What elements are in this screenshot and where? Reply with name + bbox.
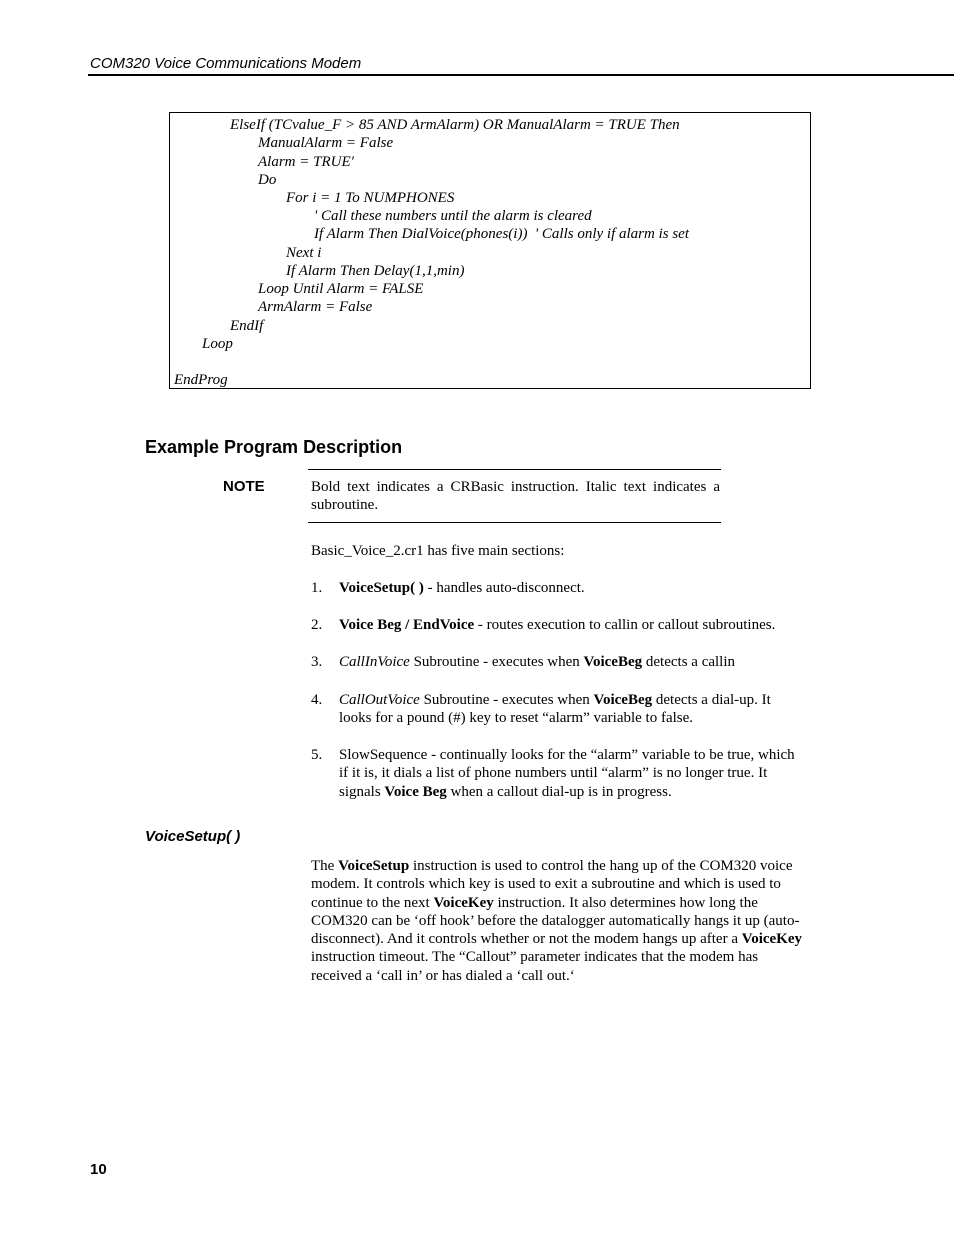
text-segment: - routes execution to callin or callout subroutines.	[474, 617, 776, 633]
text-segment: SlowSequence - continually looks for the “alarm” variable to be true, which if it is, it dials a list of phone numbers until “alarm” is no longer true. It signals	[339, 747, 795, 800]
instruction-name: VoiceSetup( )	[339, 580, 424, 596]
note-bottom-rule	[308, 522, 721, 523]
list-item-body	[339, 579, 801, 597]
code-line: If Alarm Then Delay(1,1,min)	[286, 263, 465, 279]
list-item	[311, 691, 801, 728]
text-segment: Subroutine - executes when	[409, 654, 584, 670]
text-segment: instruction. It also determines how long the COM320 can be ‘off hook’ before the datalogger automatically hangs it up (auto-disconnect). And it controls whether or not the modem hangs up after a	[311, 894, 800, 948]
text-segment: The	[311, 858, 339, 874]
subroutine-name: CallOutVoice	[339, 692, 420, 708]
list-item	[311, 653, 801, 671]
code-line: If Alarm Then DialVoice(phones(i)) ' Calls only if alarm is set	[314, 226, 689, 242]
note-text: Bold text indicates a CRBasic instruction. Italic text indicates a subroutine.	[311, 479, 720, 513]
list-item-body	[339, 746, 801, 801]
instruction-name: Voice Beg / EndVoice	[339, 617, 475, 633]
instruction-name: VoiceBeg	[593, 692, 653, 708]
text-segment: Subroutine - executes when	[419, 692, 594, 708]
note-top-rule	[308, 469, 721, 470]
text-segment: when a callout dial-up is in progress.	[446, 783, 672, 800]
code-line: ElseIf (TCvalue_F > 85 AND ArmAlarm) OR ManualAlarm = TRUE Then	[230, 117, 680, 133]
list-item-body	[339, 616, 801, 634]
code-line: EndIf	[230, 318, 264, 334]
code-line: ArmAlarm = False	[258, 299, 373, 315]
code-line: Alarm = TRUE'	[258, 154, 354, 170]
code-line: Next i	[286, 245, 322, 261]
list-number: 5.	[311, 747, 323, 763]
instruction-name: VoiceSetup	[338, 858, 410, 874]
voicesetup-paragraph	[311, 857, 809, 985]
list-number: 2.	[311, 617, 323, 633]
list-number: 1.	[311, 580, 323, 596]
list-item-body	[339, 691, 801, 728]
list-number: 3.	[311, 654, 323, 670]
subsection-heading: VoiceSetup( )	[145, 828, 241, 845]
note-label: NOTE	[223, 478, 265, 495]
code-line: EndProg	[174, 372, 228, 388]
list-number: 4.	[311, 692, 323, 708]
list-item	[311, 746, 801, 801]
instruction-name: VoiceKey	[433, 894, 494, 911]
page-header-title: COM320 Voice Communications Modem	[90, 55, 362, 72]
list-item	[311, 579, 801, 597]
text-segment: instruction timeout. The “Callout” parameter indicates that the modem has received a ‘call in’ or has dialed a ‘call out.‘	[311, 949, 759, 984]
text-segment: instruction is used to control the hang up of the COM320 voice modem. It controls which key is used to exit a subroutine and which is used to continue to the next	[311, 858, 793, 911]
code-box	[169, 112, 811, 389]
code-line: ManualAlarm = False	[258, 135, 394, 151]
code-line: Do	[258, 172, 277, 188]
code-line: Loop Until Alarm = FALSE	[258, 281, 424, 297]
header-rule	[88, 74, 954, 76]
list-item-body	[339, 653, 801, 671]
text-segment: - handles auto-disconnect.	[423, 580, 585, 596]
instruction-name: Voice Beg	[384, 783, 447, 800]
list-item	[311, 616, 801, 634]
subroutine-name: CallInVoice	[339, 654, 410, 670]
text-segment: detects a callin	[642, 654, 736, 670]
instruction-name: VoiceBeg	[583, 654, 643, 670]
text-segment: detects a dial-up. It looks for a pound (#) key to reset “alarm” variable to false.	[339, 692, 771, 727]
instruction-name: VoiceKey	[741, 931, 802, 948]
page-number: 10	[90, 1161, 107, 1178]
code-line: ' Call these numbers until the alarm is cleared	[314, 208, 592, 224]
code-line: Loop	[202, 336, 233, 352]
intro-paragraph: Basic_Voice_2.cr1 has five main sections:	[311, 543, 565, 559]
code-line: For i = 1 To NUMPHONES	[286, 190, 455, 206]
section-heading: Example Program Description	[145, 437, 403, 457]
